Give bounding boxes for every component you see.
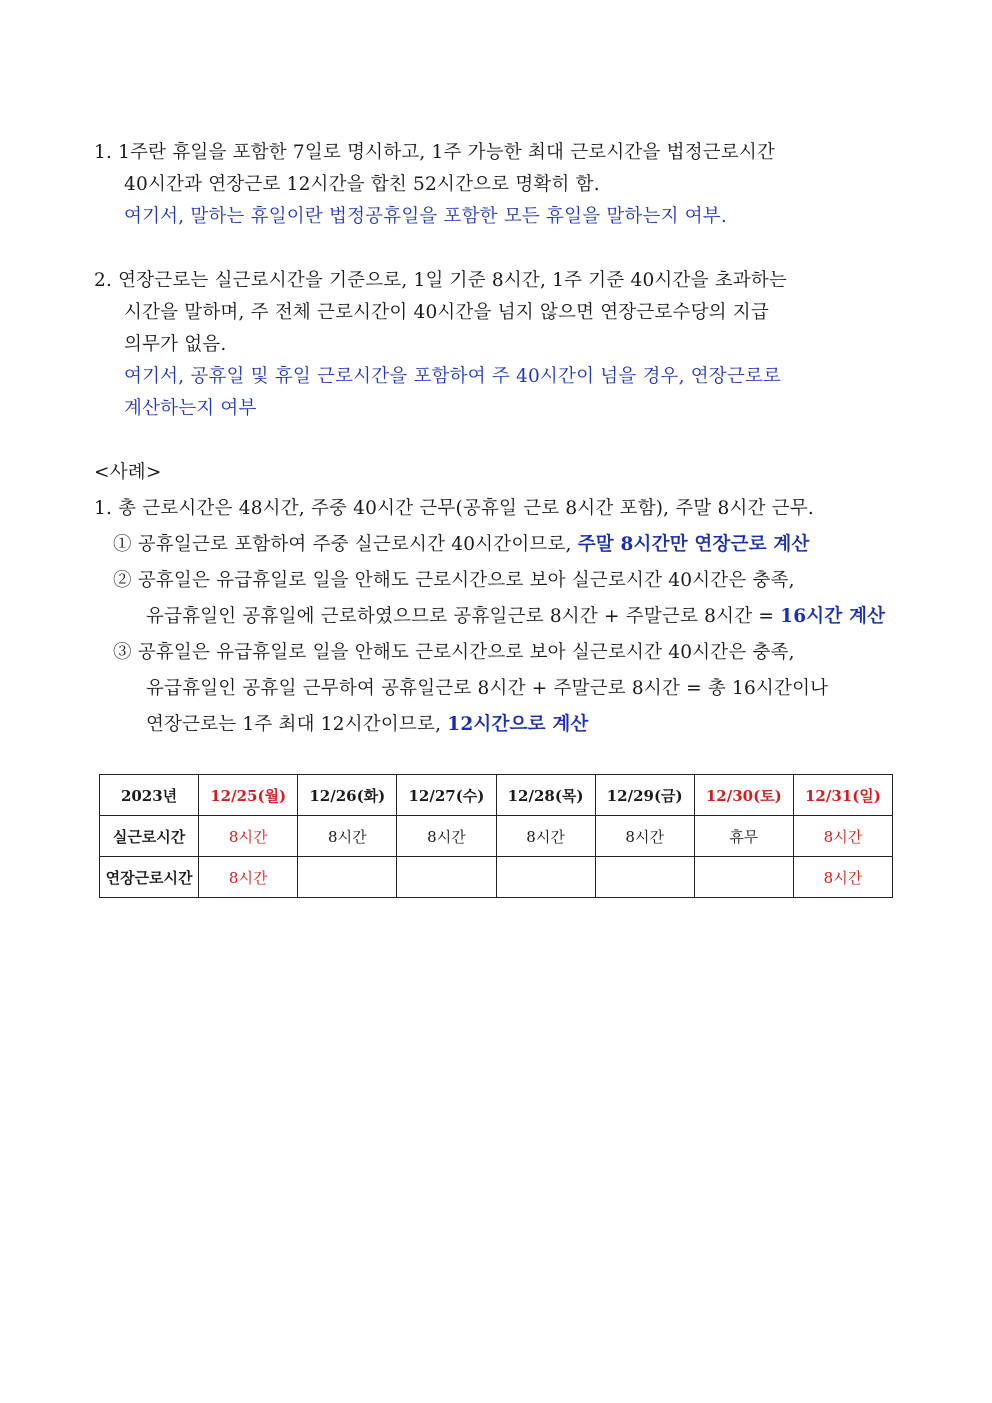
table-header-row (100, 775, 893, 816)
table-cell: 8시간 (199, 857, 298, 898)
section1-question: 여기서, 말하는 휴일이란 법정공휴일을 포함한 모든 휴일을 말하는지 여부. (124, 206, 727, 227)
option2-emphasis: 16시간 계산 (780, 606, 886, 627)
date-header-cell: 12/29(금) (595, 775, 694, 816)
table-year-cell: 2023년 (100, 775, 199, 816)
table-cell: 8시간 (793, 816, 892, 857)
date-header-cell: 12/30(토) (694, 775, 793, 816)
section2-question-line2: 계산하는지 여부 (124, 398, 257, 419)
option3-emphasis: 12시간으로 계산 (447, 714, 589, 735)
option1-emphasis: 주말 8시간만 연장근로 계산 (577, 534, 810, 555)
table-cell (298, 857, 397, 898)
option3-text: 연장근로는 1주 최대 12시간이므로, (146, 714, 448, 735)
example-option3-line2: 유급휴일인 공휴일 근무하여 공휴일근로 8시간 + 주말근로 8시간 = 총 16시간이나 (146, 678, 829, 699)
section2-line3: 의무가 없음. (124, 334, 227, 355)
option2-text: 유급휴일인 공휴일에 근로하였으므로 공휴일근로 8시간 + 주말근로 8시간 = (146, 606, 781, 627)
table-cell: 휴무 (694, 816, 793, 857)
date-header-cell: 12/27(수) (397, 775, 496, 816)
table-row (100, 816, 893, 857)
table-cell: 8시간 (397, 816, 496, 857)
table-cell (397, 857, 496, 898)
table-row (100, 857, 893, 898)
table-cell (595, 857, 694, 898)
example-option2-line1: ② 공휴일은 유급휴일로 일을 안해도 근로시간으로 보아 실근로시간 40시간은 충족, (113, 570, 795, 591)
date-header-cell: 12/28(목) (496, 775, 595, 816)
date-header-cell: 12/31(일) (793, 775, 892, 816)
row-label-overtime-hours: 연장근로시간 (100, 857, 199, 898)
example-option1 (113, 533, 809, 557)
table-cell (694, 857, 793, 898)
example-case1: 1. 총 근로시간은 48시간, 주중 40시간 근무(공휴일 근로 8시간 포함), 주말 8시간 근무. (94, 498, 814, 519)
table-cell: 8시간 (199, 816, 298, 857)
section2-line2: 시간을 말하며, 주 전체 근로시간이 40시간을 넘지 않으면 연장근로수당의 지급 (124, 302, 769, 323)
table-cell: 8시간 (298, 816, 397, 857)
table-cell (496, 857, 595, 898)
section1-line2: 40시간과 연장근로 12시간을 합친 52시간으로 명확히 함. (124, 174, 600, 195)
section2-line1: 2. 연장근로는 실근로시간을 기준으로, 1일 기준 8시간, 1주 기준 40시간을 초과하는 (94, 270, 788, 291)
example-heading: <사례> (94, 462, 162, 483)
example-option3-line1: ③ 공휴일은 유급휴일로 일을 안해도 근로시간으로 보아 실근로시간 40시간은 충족, (113, 642, 795, 663)
section2-question-line1: 여기서, 공휴일 및 휴일 근로시간을 포함하여 주 40시간이 넘을 경우, 연장근로로 (124, 366, 782, 387)
table-cell: 8시간 (595, 816, 694, 857)
row-label-actual-hours: 실근로시간 (100, 816, 199, 857)
table-cell: 8시간 (793, 857, 892, 898)
table-cell: 8시간 (496, 816, 595, 857)
option1-text: ① 공휴일근로 포함하여 주중 실근로시간 40시간이므로, (113, 534, 578, 555)
work-hours-table (99, 774, 893, 898)
section1-line1: 1. 1주란 휴일을 포함한 7일로 명시하고, 1주 가능한 최대 근로시간을 법정근로시간 (94, 142, 776, 163)
date-header-cell: 12/25(월) (199, 775, 298, 816)
date-header-cell: 12/26(화) (298, 775, 397, 816)
example-option2-line2 (146, 605, 885, 629)
example-option3-line3 (146, 713, 588, 737)
